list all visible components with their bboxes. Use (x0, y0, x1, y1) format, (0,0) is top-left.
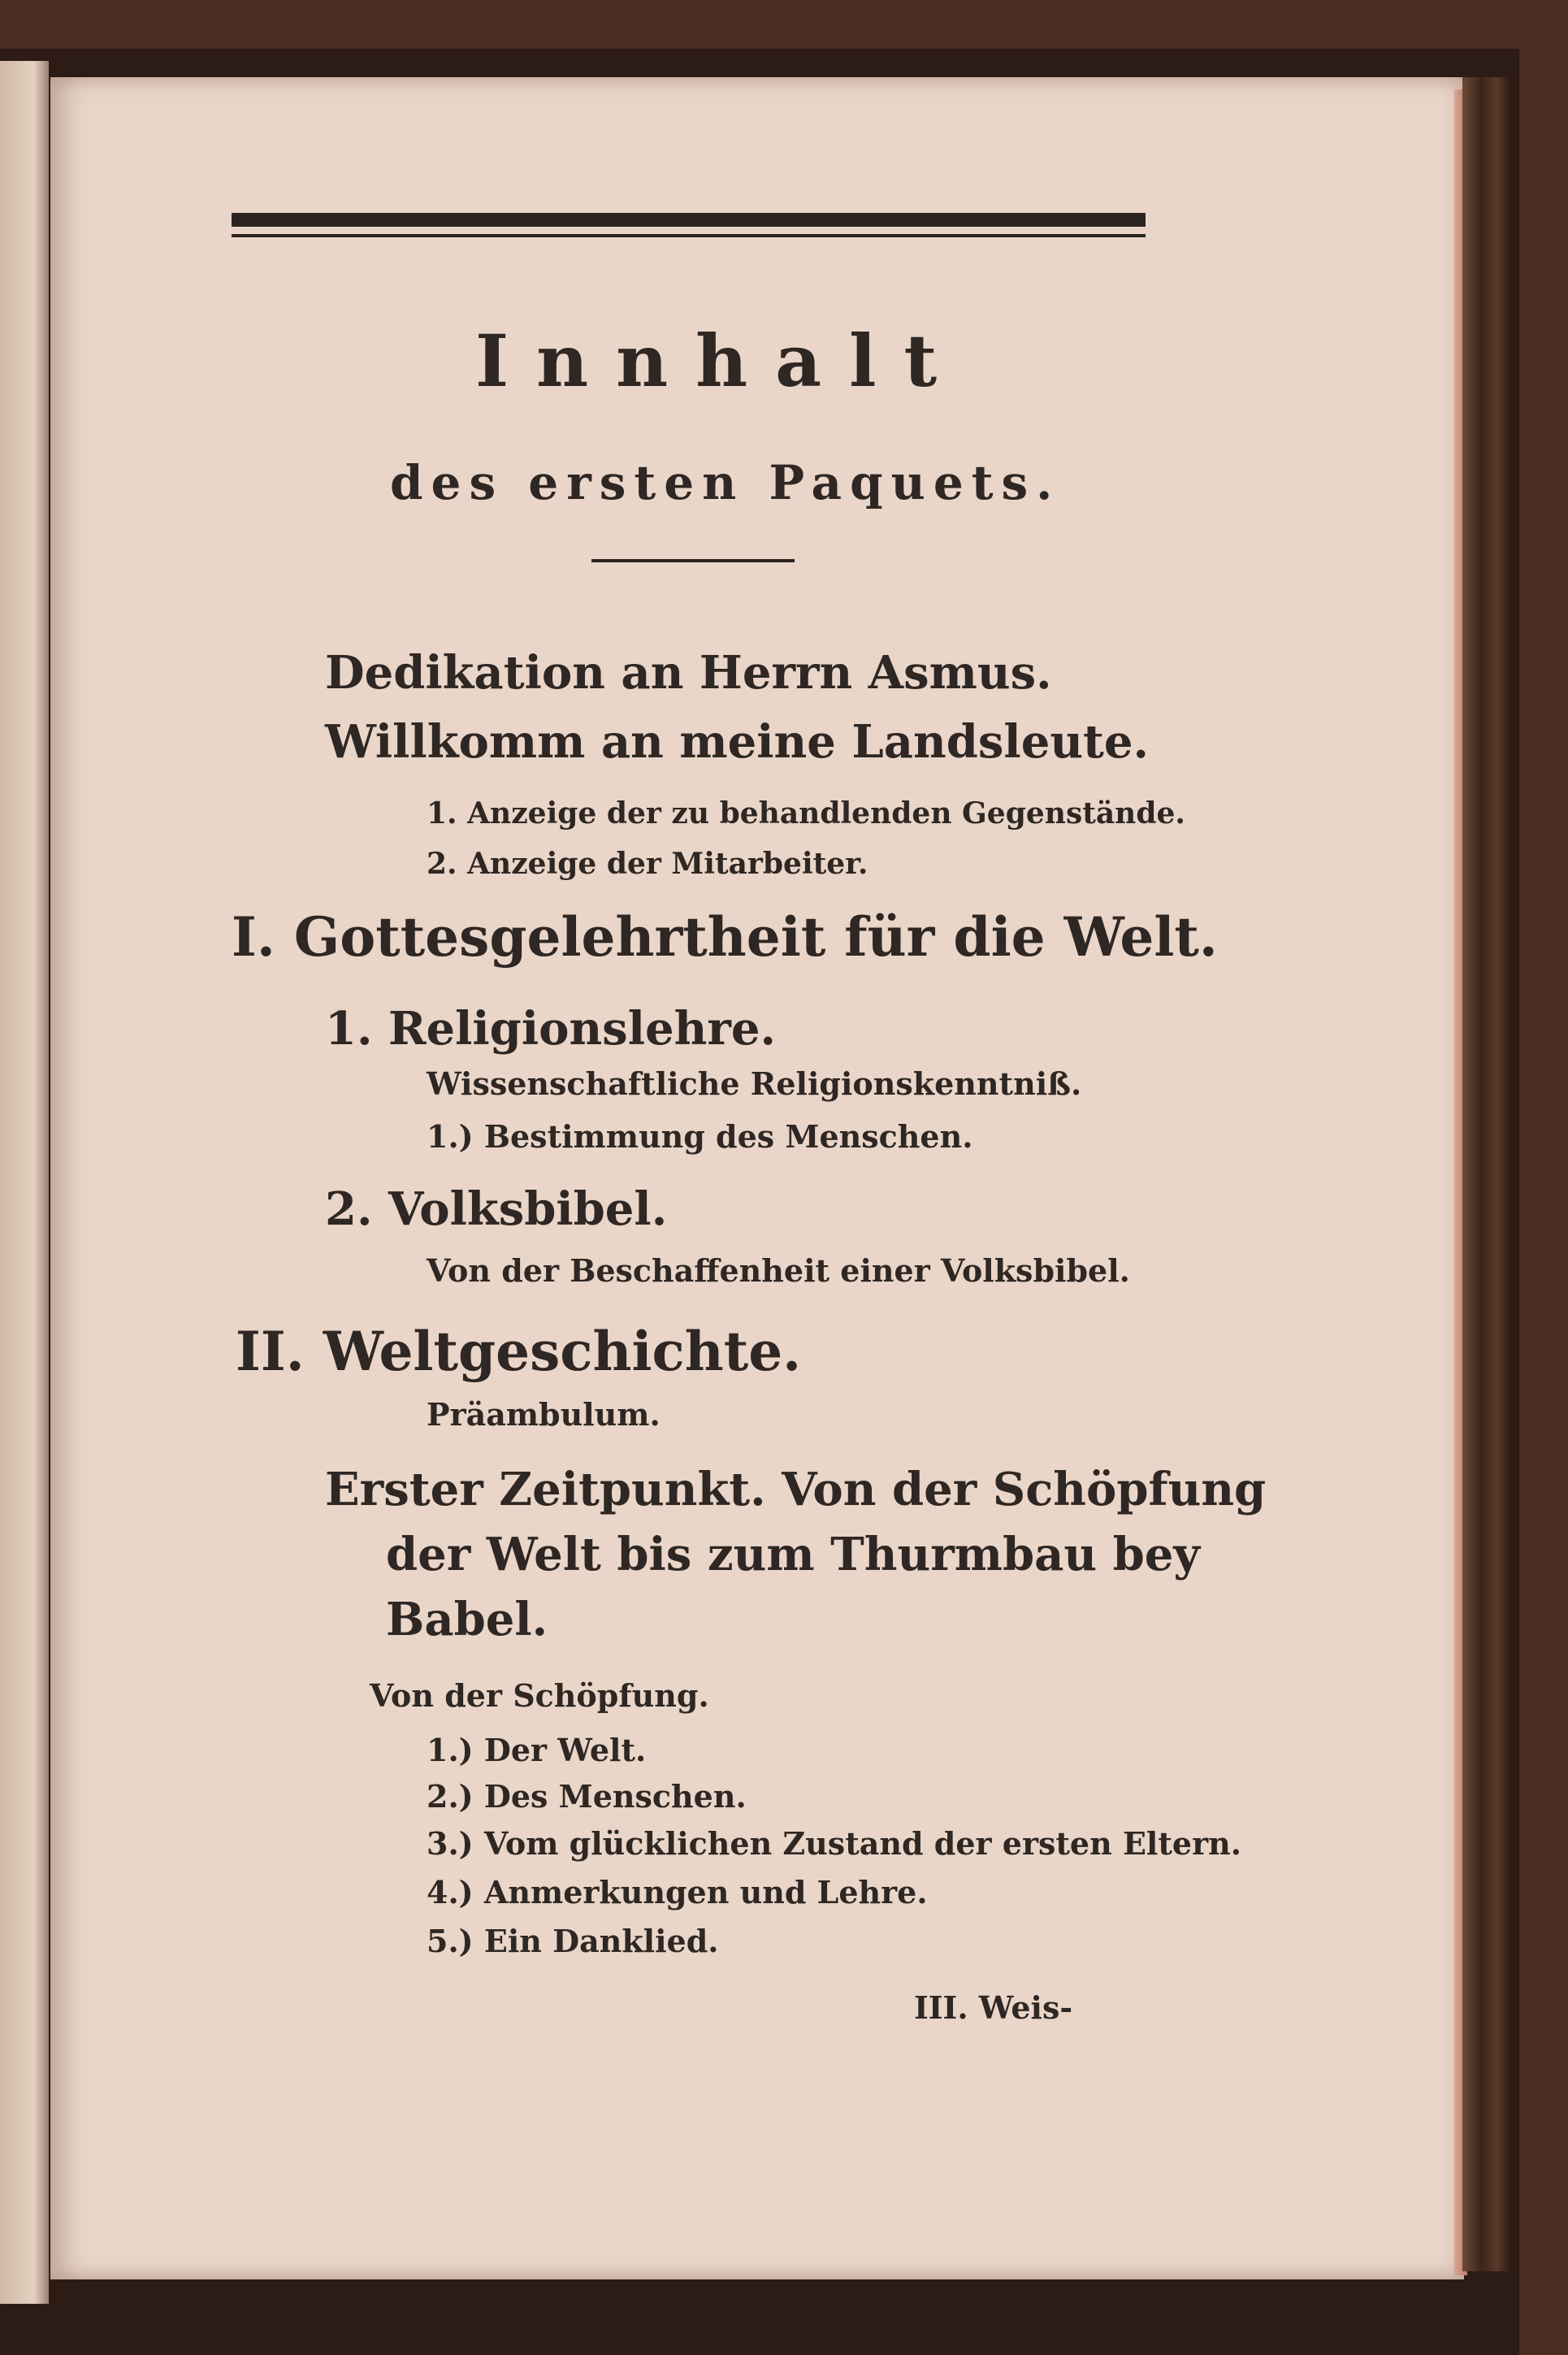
toc-entry-schoepfung: Von der Schöpfung. (370, 1677, 709, 1714)
toc-entry-beschaffenheit: Von der Beschaffenheit einer Volksbibel. (427, 1252, 1130, 1289)
toc-section-1: I. Gottesgelehrtheit für die Welt. (232, 905, 1218, 969)
toc-section-2: II. Weltgeschichte. (236, 1320, 802, 1383)
toc-entry-praeambulum: Präambulum. (427, 1396, 661, 1433)
page-subtitle: des ersten Paquets. (390, 455, 1061, 510)
toc-entry-menschen: 2.) Des Menschen. (427, 1778, 747, 1815)
top-rule-thin (232, 234, 1146, 237)
toc-entry-anmerkungen: 4.) Anmerkungen und Lehre. (427, 1874, 928, 1910)
catchword: III. Weis- (914, 1989, 1073, 2026)
toc-entry-danklied: 5.) Ein Danklied. (427, 1923, 719, 1959)
toc-entry-religionslehre: 1. Religionslehre. (325, 1002, 776, 1056)
toc-entry-welt: 1.) Der Welt. (427, 1732, 647, 1768)
toc-entry-zeitpunkt-line-1: Erster Zeitpunkt. Von der Schöpfung (325, 1463, 1267, 1516)
toc-entry-willkomm: Willkomm an meine Landsleute. (325, 715, 1150, 769)
page-title: Innhalt (475, 319, 965, 403)
toc-entry-zeitpunkt-line-3: Babel. (386, 1593, 548, 1646)
toc-entry-zustand: 3.) Vom glücklichen Zustand der ersten Eltern. (427, 1825, 1241, 1862)
middle-rule (591, 559, 795, 562)
toc-entry-dedikation: Dedikation an Herrn Asmus. (325, 646, 1052, 700)
toc-entry-anzeige-2: 2. Anzeige der Mitarbeiter. (427, 847, 868, 881)
toc-entry-volksbibel: 2. Volksbibel. (325, 1182, 668, 1236)
toc-entry-zeitpunkt-line-2: der Welt bis zum Thurmbau bey (386, 1528, 1200, 1581)
toc-entry-bestimmung: 1.) Bestimmung des Menschen. (427, 1118, 973, 1155)
toc-entry-wissenschaftliche: Wissenschaftliche Religionskenntniß. (427, 1065, 1082, 1102)
top-rule-thick (232, 213, 1146, 227)
right-page (50, 77, 1464, 2279)
book-spine (1462, 77, 1511, 2271)
toc-entry-anzeige-1: 1. Anzeige der zu behandlenden Gegenstände. (427, 796, 1185, 831)
left-page-edge (0, 61, 49, 2304)
